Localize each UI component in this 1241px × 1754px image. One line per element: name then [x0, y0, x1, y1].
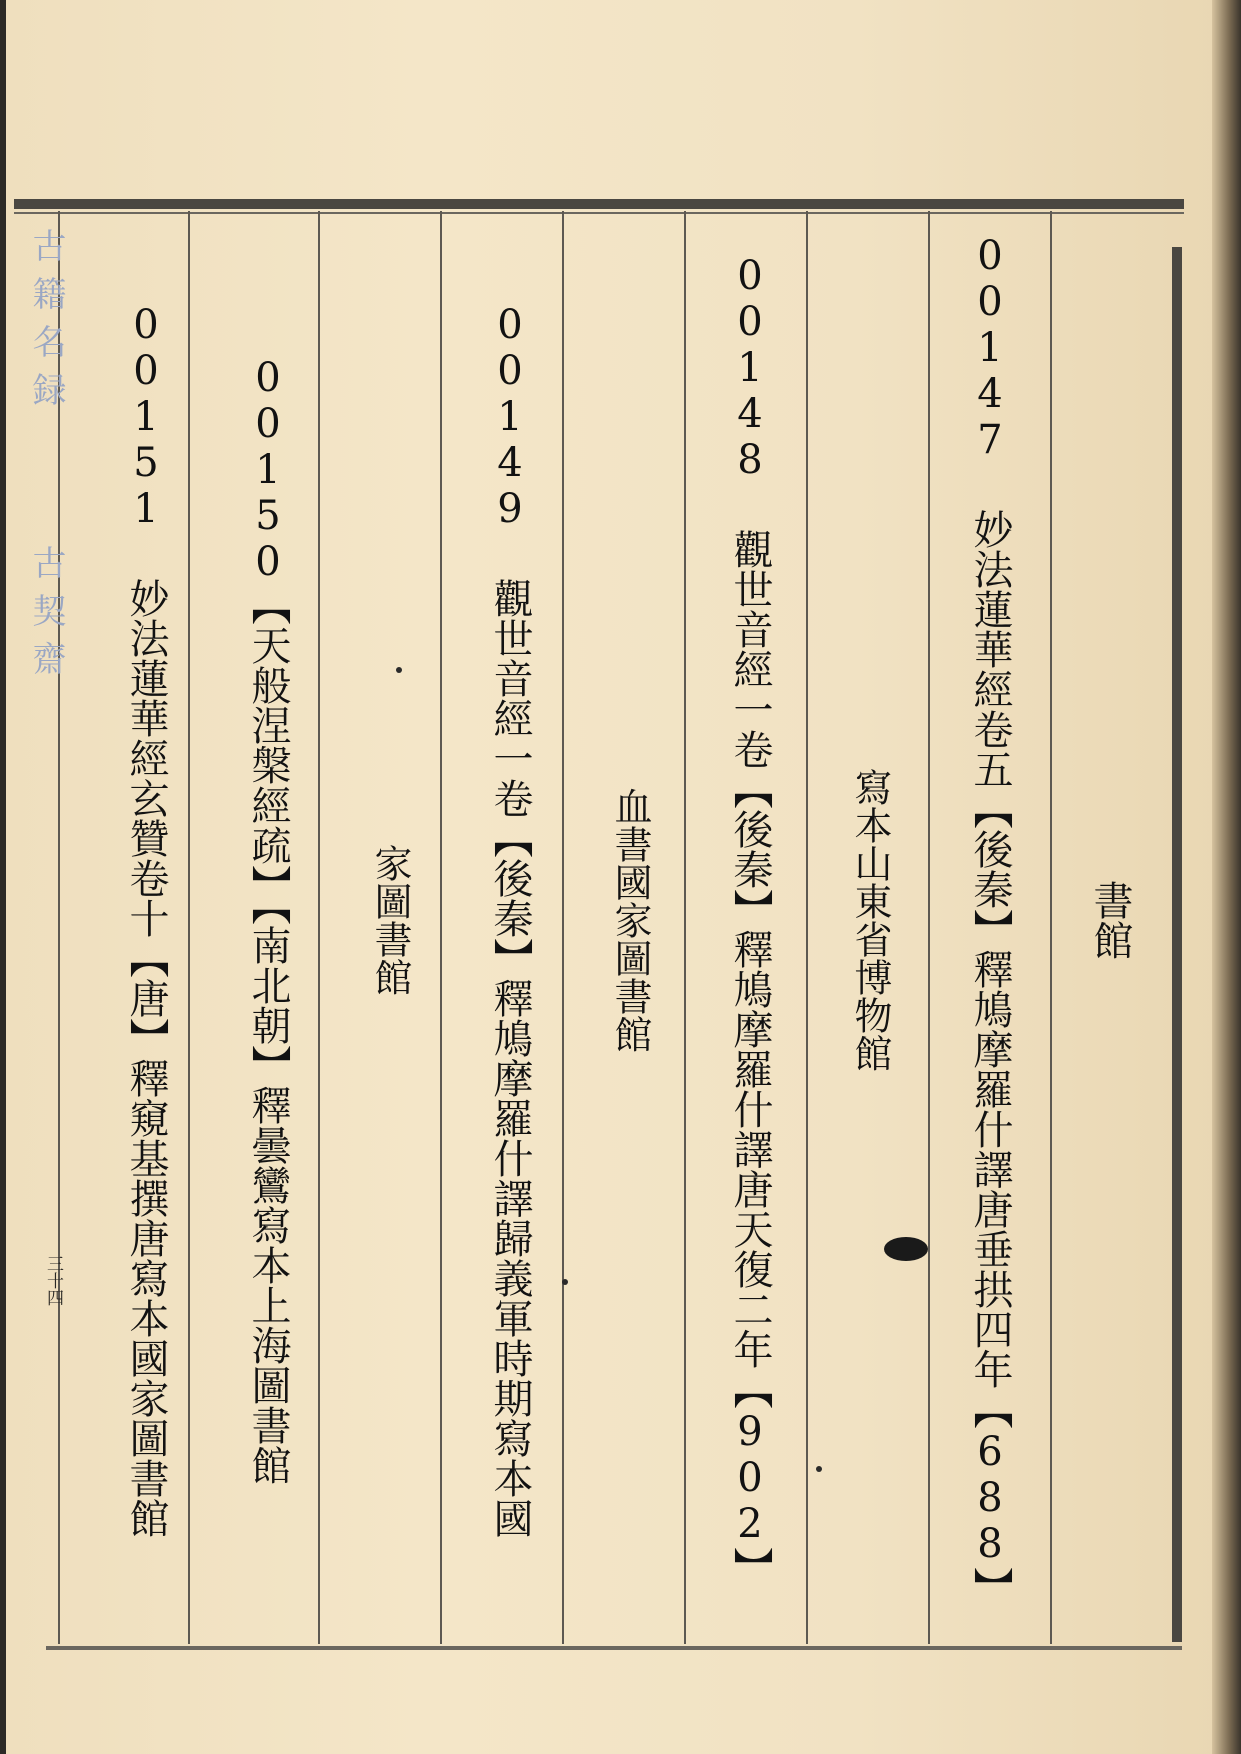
ink-speck [816, 1466, 822, 1472]
book-page [6, 0, 1218, 1754]
column-divider [562, 211, 564, 1644]
column-divider [1050, 211, 1052, 1644]
ink-stain [884, 1237, 928, 1261]
column-divider [188, 211, 190, 1644]
margin-studio-name: 古契齋 [26, 545, 66, 689]
column-divider [806, 211, 808, 1644]
text-column-9: 00151 妙法蓮華經玄贊卷十【唐】釋窺基撰唐寫本國家圖書館 [123, 302, 169, 1538]
text-column-5: 血書國家圖書館 [608, 787, 652, 1053]
text-column-8: 00150【天般涅槃經疏】【南北朝】釋曇鸞寫本上海圖書館 [245, 355, 291, 1485]
text-column-4: 00148 觀世音經一卷【後秦】釋鳩摩羅什譯唐天復二年【902】 [727, 253, 773, 1587]
page-number: 三十四 [43, 1255, 63, 1306]
frame-bottom-border [46, 1646, 1182, 1650]
ink-speck [396, 667, 402, 673]
text-column-2: 00147 妙法蓮華經卷五【後秦】釋鳩摩羅什譯唐垂拱四年【688】 [967, 233, 1013, 1607]
margin-book-title: 古籍名録 [26, 228, 66, 420]
frame-right-border [1172, 247, 1182, 1642]
column-divider [318, 211, 320, 1644]
text-column-7: 家圖書館 [368, 844, 412, 996]
column-divider [928, 211, 930, 1644]
ink-speck [562, 1279, 568, 1285]
text-column-3: 寫本山東省博物館 [848, 768, 892, 1072]
text-column-1: 書館 [1087, 880, 1133, 960]
text-column-6: 00149 觀世音經一卷【後秦】釋鳩摩羅什譯歸義軍時期寫本國 [487, 302, 533, 1538]
column-divider [440, 211, 442, 1644]
column-divider [684, 211, 686, 1644]
book-spine-shadow [1212, 0, 1241, 1754]
